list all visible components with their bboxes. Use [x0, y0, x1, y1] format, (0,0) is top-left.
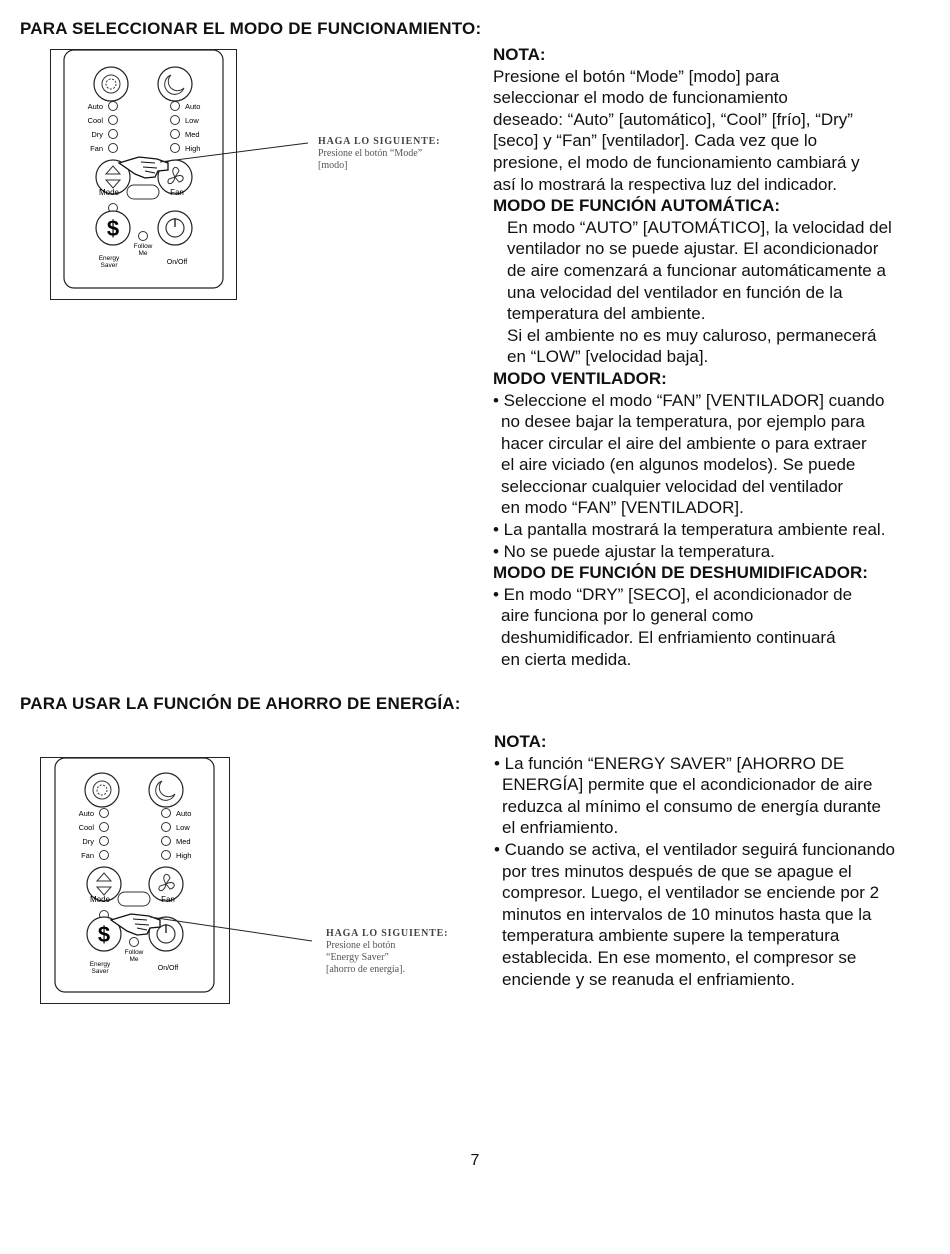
page-number: 7 — [470, 1152, 480, 1169]
callout-heading: HAGA LO SIGUIENTE: — [318, 136, 441, 147]
indicator-label: Fan — [81, 851, 94, 860]
indicator-label: High — [185, 144, 201, 153]
text-line: por tres minutos después de que se apague el — [502, 861, 852, 881]
callout-line — [160, 140, 310, 170]
callout-line — [150, 915, 315, 945]
indicator-label: Auto — [87, 102, 103, 111]
remote-illustration-energy — [40, 757, 230, 1004]
remote-control-svg — [51, 50, 236, 299]
fan-mode-heading: MODO VENTILADOR: — [493, 368, 667, 388]
text-line: temperatura del ambiente. — [507, 304, 706, 324]
text-line: deseado: “Auto” [automático], “Cool” [frío], “Dry” — [493, 109, 853, 129]
dollar-icon: $ — [106, 216, 120, 241]
text-line: el aire viciado (en algunos modelos). Se puede — [501, 455, 856, 475]
callout-line-text: “Energy Saver” — [326, 952, 389, 963]
text-line: • No se puede ajustar la temperatura. — [493, 541, 775, 561]
text-line: establecida. En ese momento, el compresor se — [502, 947, 857, 967]
text-line: compresor. Luego, el ventilador se enciende por 2 — [502, 883, 880, 903]
dollar-icon: $ — [97, 922, 111, 947]
nota-heading: NOTA: — [494, 732, 547, 751]
follow-me-label: Follow — [133, 243, 153, 250]
section2-title: PARA USAR LA FUNCIÓN DE AHORRO DE ENERGÍA: — [20, 694, 461, 713]
indicator-label: Cool — [87, 116, 103, 125]
indicator-label: Low — [185, 116, 199, 125]
callout-mode — [318, 136, 440, 172]
energy-saver-label: Saver — [100, 262, 118, 269]
indicator-label: Auto — [185, 102, 201, 111]
text-line: seleccionar el modo de funcionamiento — [493, 88, 788, 108]
text-line: minutos en intervalos de 10 minutos hasta que la — [502, 904, 872, 924]
callout-line-text: [modo] — [318, 160, 348, 171]
text-line: de aire comenzará a funcionar automáticamente a — [507, 260, 886, 280]
mode-indicators — [88, 102, 118, 154]
text-line: • Cuando se activa, el ventilador seguirá funcionando — [494, 839, 895, 859]
text-line: Presione el botón “Mode” [modo] para — [493, 66, 780, 86]
swirl-icon — [94, 67, 128, 101]
text-line: ventilador no se puede ajustar. El acondicionador — [507, 239, 879, 259]
indicator-label: Auto — [176, 809, 192, 818]
callout-line-text: [ahorro de energía]. — [326, 964, 405, 975]
nota-heading: NOTA: — [493, 45, 546, 64]
section2-text — [494, 731, 944, 990]
text-line: aire funciona por lo general como — [501, 606, 754, 626]
indicator-label: High — [176, 851, 192, 860]
text-line: presione, el modo de funcionamiento cambiará y — [493, 152, 860, 172]
indicator-label: Fan — [90, 144, 103, 153]
fan-button-label: Fan — [161, 895, 175, 904]
callout-line-text: Presione el botón “Mode” — [318, 148, 423, 159]
text-line: no desee bajar la temperatura, por ejemplo para — [501, 412, 865, 432]
on-off-label: On/Off — [157, 965, 179, 972]
text-line: ENERGÍA] permite que el acondicionador de aire — [502, 775, 873, 795]
indicator-label: Med — [185, 130, 200, 139]
sleep-moon-icon — [149, 773, 183, 807]
text-line: hacer circular el aire del ambiente o para extraer — [501, 433, 867, 453]
remote-illustration-mode — [50, 49, 237, 300]
speed-indicators — [162, 809, 192, 861]
text-line: en modo “FAN” [VENTILADOR]. — [501, 498, 744, 518]
mode-button[interactable] — [87, 867, 121, 904]
sleep-moon-icon — [158, 67, 192, 101]
text-line: • La función “ENERGY SAVER” [AHORRO DE — [494, 753, 845, 773]
indicator-label: Med — [176, 837, 191, 846]
section1-title: PARA SELECCIONAR EL MODO DE FUNCIONAMIENTO: — [20, 19, 482, 38]
text-line: temperatura ambiente supere la temperatura — [502, 926, 840, 946]
mode-indicators — [79, 809, 109, 861]
text-line: [seco] y “Fan” [ventilador]. Cada vez que lo — [493, 131, 818, 151]
fan-button[interactable] — [149, 867, 183, 904]
text-line: en “LOW” [velocidad baja]. — [507, 347, 709, 367]
dry-mode-heading: MODO DE FUNCIÓN DE DESHUMIDIFICADOR: — [493, 563, 868, 583]
text-line: • En modo “DRY” [SECO], el acondicionador de — [493, 584, 853, 604]
energy-saver-button[interactable] — [96, 211, 130, 245]
text-line: una velocidad del ventilador en función de la — [507, 282, 843, 302]
text-line: Si el ambiente no es muy caluroso, permanecerá — [507, 325, 877, 345]
text-line: el enfriamiento. — [502, 818, 619, 838]
follow-me-label: Me — [138, 250, 148, 257]
follow-me-label: Me — [129, 956, 139, 963]
energy-saver-label: Energy — [98, 255, 120, 262]
mode-button-label: Mode — [89, 895, 111, 904]
indicator-label: Dry — [82, 837, 94, 846]
mode-button-label: Mode — [98, 188, 120, 197]
swirl-icon — [85, 773, 119, 807]
callout-heading: HAGA LO SIGUIENTE: — [326, 928, 449, 939]
text-line: así lo mostrará la respectiva luz del indicador. — [493, 174, 837, 194]
power-button[interactable] — [158, 211, 192, 245]
text-line: en cierta medida. — [501, 649, 632, 669]
indicator-label: Auto — [78, 809, 94, 818]
text-line: En modo “AUTO” [AUTOMÁTICO], la velocidad del — [507, 217, 892, 237]
text-line: deshumidificador. El enfriamiento continuará — [501, 628, 836, 648]
follow-me-label: Follow — [124, 949, 144, 956]
indicator-label: Dry — [91, 130, 103, 139]
fan-button-label: Fan — [170, 188, 184, 197]
text-line: • La pantalla mostrará la temperatura ambiente real. — [493, 520, 886, 540]
callout-energy — [326, 928, 448, 976]
indicator-label: Low — [176, 823, 190, 832]
auto-mode-heading: MODO DE FUNCIÓN AUTOMÁTICA: — [493, 196, 781, 216]
energy-saver-label: Energy — [89, 961, 111, 968]
section1-text — [493, 44, 943, 670]
text-line: seleccionar cualquier velocidad del ventilador — [501, 476, 844, 496]
text-line: enciende y se reanuda el enfriamiento. — [502, 969, 795, 989]
callout-line-text: Presione el botón — [326, 940, 396, 951]
on-off-label: On/Off — [166, 259, 188, 266]
indicator-label: Cool — [78, 823, 94, 832]
text-line: • Seleccione el modo “FAN” [VENTILADOR] cuando — [493, 390, 885, 410]
text-line: reduzca al mínimo el consumo de energía durante — [502, 796, 881, 816]
remote-control-svg — [41, 758, 229, 1003]
energy-saver-label: Saver — [91, 968, 109, 975]
